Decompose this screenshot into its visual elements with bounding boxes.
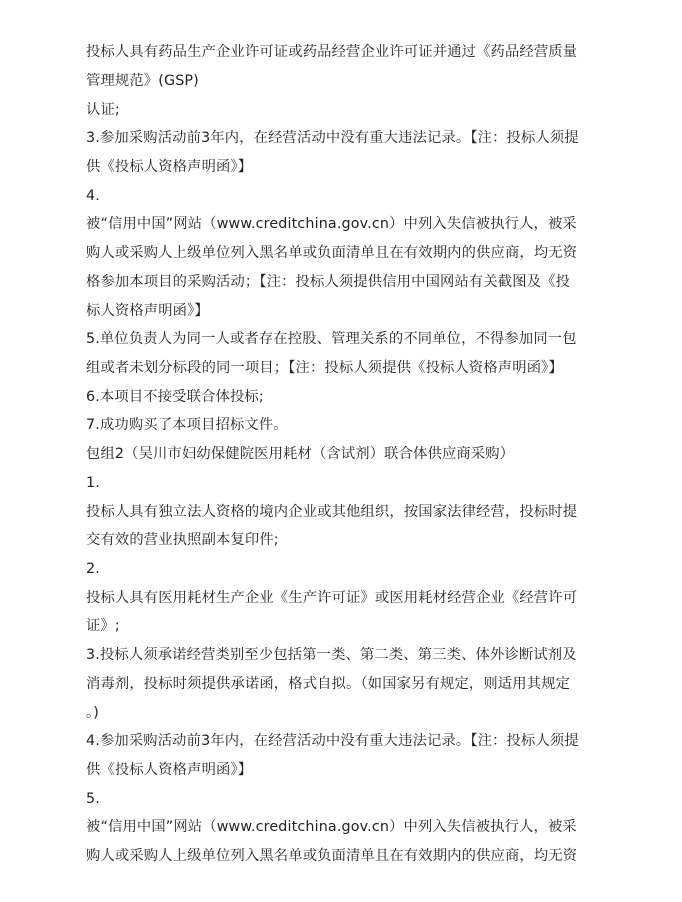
text-line: 消毒剂，投标时须提供承诺函，格式自拟。（如国家另有规定，则适用其规定 xyxy=(86,676,571,692)
text-line: 投标人具有医用耗材生产企业《生产许可证》或医用耗材经营企业《经营许可 xyxy=(86,590,578,606)
text-line: 1. xyxy=(86,475,100,491)
text-line: 投标人具有药品生产企业许可证或药品经营企业许可证并通过《药品经营质量 xyxy=(86,44,578,60)
text-line: 5.单位负责人为同一人或者存在控股、管理关系的不同单位，不得参加同一包 xyxy=(86,331,577,347)
text-line: 3.投标人须承诺经营类别至少包括第一类、第二类、第三类、体外诊断试剂及 xyxy=(86,647,577,663)
text-line: 格参加本项目的采购活动；【注：投标人须提供信用中国网站有关截图及《投 xyxy=(86,274,571,290)
text-line: 供《投标人资格声明函》】 xyxy=(86,762,253,778)
section-heading: 包组2（吴川市妇幼保健院医用耗材（含试剂）联合体供应商采购） xyxy=(86,446,515,462)
text-line: 。) xyxy=(86,705,100,721)
text-line: 7.成功购买了本项目招标文件。 xyxy=(86,417,288,433)
text-line: 被“信用中国”网站（www.creditchina.gov.cn）中列入失信被执行人，被采 xyxy=(86,216,577,232)
text-line: 认证; xyxy=(86,102,120,118)
text-line: 交有效的营业执照副本复印件; xyxy=(86,532,279,548)
text-line: 6.本项目不接受联合体投标; xyxy=(86,389,264,405)
text-line: 标人资格声明函》】 xyxy=(86,303,209,319)
text-line: 4. xyxy=(86,188,100,204)
text-line: 3.参加采购活动前3年内，在经营活动中没有重大违法记录。【注：投标人须提 xyxy=(86,130,579,146)
text-line: 证》; xyxy=(86,618,120,634)
text-line: 4.参加采购活动前3年内，在经营活动中没有重大违法记录。【注：投标人须提 xyxy=(86,733,579,749)
text-line: 组或者未划分标段的同一项目；【注：投标人须提供《投标人资格声明函》】 xyxy=(86,360,563,376)
text-line: 购人或采购人上级单位列入黑名单或负面清单且在有效期内的供应商，均无资 xyxy=(86,245,578,261)
text-line: 管理规范》(GSP) xyxy=(86,73,199,89)
text-line: 5. xyxy=(86,791,100,807)
text-line: 2. xyxy=(86,561,100,577)
text-line: 被“信用中国”网站（www.creditchina.gov.cn）中列入失信被执行人，被采 xyxy=(86,819,577,835)
text-line: 供《投标人资格声明函》】 xyxy=(86,159,253,175)
text-line: 投标人具有独立法人资格的境内企业或其他组织，按国家法律经营，投标时提 xyxy=(86,504,578,520)
text-line: 购人或采购人上级单位列入黑名单或负面清单且在有效期内的供应商，均无资 xyxy=(86,848,578,864)
